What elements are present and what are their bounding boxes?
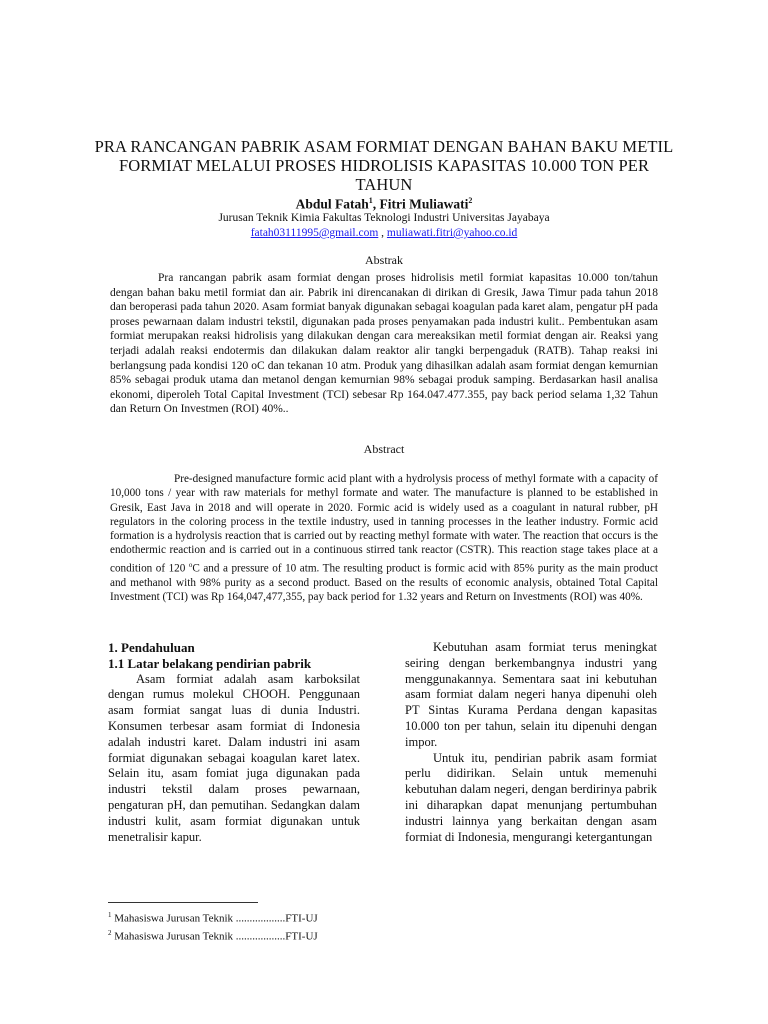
footnote-text: Mahasiswa Jurusan Teknik ..................FTI-UJ [114, 912, 318, 925]
email-separator: , [378, 227, 387, 239]
abstract-text [110, 472, 658, 604]
body-paragraph: Untuk itu, pendirian pabrik asam formiat perlu didirikan. Selain untuk memenuhi kebutuhan dalam negeri, dengan berdirinya pabrik ini diharapkan dapat menunjang pertumbuhan industri lainnya yang berkaitan dengan asam formiat di Indonesia, mengurangi ketergantungan [405, 750, 657, 844]
abstrak-heading: Abstrak [365, 253, 403, 267]
footnote-divider [108, 902, 258, 903]
body-paragraph: Kebutuhan asam formiat terus meningkat seiring dengan berkembangnya industri yang menggunakannya. Sementara saat ini kebutuhan asam formiat dalam negeri hanya dipenuhi oleh PT Sintas Kurama Perdana dengan kapasitas 10.000 ton per tahun, selain itu dipenuhi dengan impor. [405, 640, 657, 749]
author-name: Abdul Fatah [295, 196, 369, 212]
footnote-marker: 1 [108, 911, 112, 919]
affiliation: Jurusan Teknik Kimia Fakultas Teknologi Industri Universitas Jayabaya [218, 212, 550, 224]
paper-title: PRA RANCANGAN PABRIK ASAM FORMIAT DENGAN BAHAN BAKU METIL FORMIAT MELALUI PROSES HIDROLISIS KAPASITAS 10.000 TON PER TAHUN [94, 137, 674, 194]
body-paragraph: Asam formiat adalah asam karboksilat dengan rumus molekul CHOOH. Penggunaan asam formiat sangat luas di dunia Industri. Konsumen terbesar asam formiat di Indonesia adalah industri karet. Dalam industri ini asam formiat digunakan sebagai koagulan karet latex. Selain itu, asam fomiat juga digunakan pada industri tekstil dalam proses pewarnaan, pengaturan pH, dan pemutihan. Sedangkan dalam industri kulit, asam formiat digunakan untuk menetralisir kapur. [108, 671, 360, 844]
subsection-heading: 1.1 Latar belakang pendirian pabrik [108, 655, 312, 671]
author-name: Fitri Muliawati [379, 196, 469, 212]
author-line [90, 193, 678, 213]
section-heading: 1. Pendahuluan [108, 640, 195, 655]
author-separator: , [372, 196, 380, 212]
footnotes [108, 908, 318, 943]
footnote-marker: 2 [108, 928, 112, 937]
email-link[interactable]: fatah03111995@gmail.com [250, 227, 379, 239]
email-line [90, 226, 678, 240]
footnote [108, 908, 318, 926]
author-footnote-marker: 1 [368, 196, 373, 205]
author-footnote-marker: 2 [468, 196, 473, 205]
right-column [405, 640, 657, 845]
abstract-text-part: C and a pressure of 10 atm. The resulting product is formic acid with 85% purity as the main product and methanol with 98% purity as a second product. Based on the results of economic analysis, obtained Total Capital Investment (TCI) was Rp 164,047,477,355, pay back period for 1.32 years and Return on Investments (ROI) was 40%. [110, 562, 658, 604]
degree-superscript: o [188, 560, 193, 569]
footnote [108, 926, 318, 944]
left-column [108, 640, 360, 845]
footnote-text: Mahasiswa Jurusan Teknik ..................FTI-UJ [114, 930, 318, 943]
email-link[interactable]: muliawati.fitri@yahoo.co.id [386, 227, 518, 239]
abstract-heading: Abstract [363, 442, 405, 456]
abstract-text-part: Pre-designed manufacture formic acid plant with a hydrolysis process of methyl formate with a capacity of 10,000 tons / year with raw materials for methyl formate and water. The manufacture is planned to be established in Gresik, East Java in 2018 and will operate in 2020. Formic acid is widely used as a coagulant in natural rubber, pH regulators in the coloring process in the textile industry, used in tanning processes in the leather industry. Formic acid formation is a hydrolysis reaction that is carried out by reacting methyl formate with water. The reaction that occurs is the endothermic reaction and is carried out in a continuous stirred tank reactor (CSTR). This reaction stage takes place at a condition of 120 [110, 473, 658, 575]
abstrak-text: Pra rancangan pabrik asam formiat dengan proses hidrolisis metil formiat kapasitas 10.000 ton/tahun dengan bahan baku metil formiat dan air. Pabrik ini direncanakan di dirikan di Gresik, Jawa Timur pada tahun 2018 dan beroperasi pada tahun 2020. Asam formiat banyak digunakan sebagai koagulan pada karet alam, pengatur pH pada proses pewarnaan dalam industri tekstil, digunakan pada proses penyamakan pada industri kulit.. Pembentukan asam formiat merupakan reaksi hidrolisis yang dilakukan dengan cara mereaksikan metil formiat dengan air. Reaksi yang terjadi adalah reaksi endotermis dan dilakukan dalam reaktor alir tangki berpengaduk (RATB). Tahap reaksi ini berlangsung pada kondisi 120 oC dan tekanan 10 atm. Produk yang dihasilkan adalah asam formiat dengan kemurnian 85% sebagai produk utama dan metanol dengan kemurnian 98% sebagai produk samping. Berdasarkan hasil analisa ekonomi, diperoleh Total Capital Investment (TCI) sebesar Rp 164.047.477.355, pay back period selama 1,32 Tahun dan Return On Investmen (ROI) 40%.. [110, 272, 658, 416]
